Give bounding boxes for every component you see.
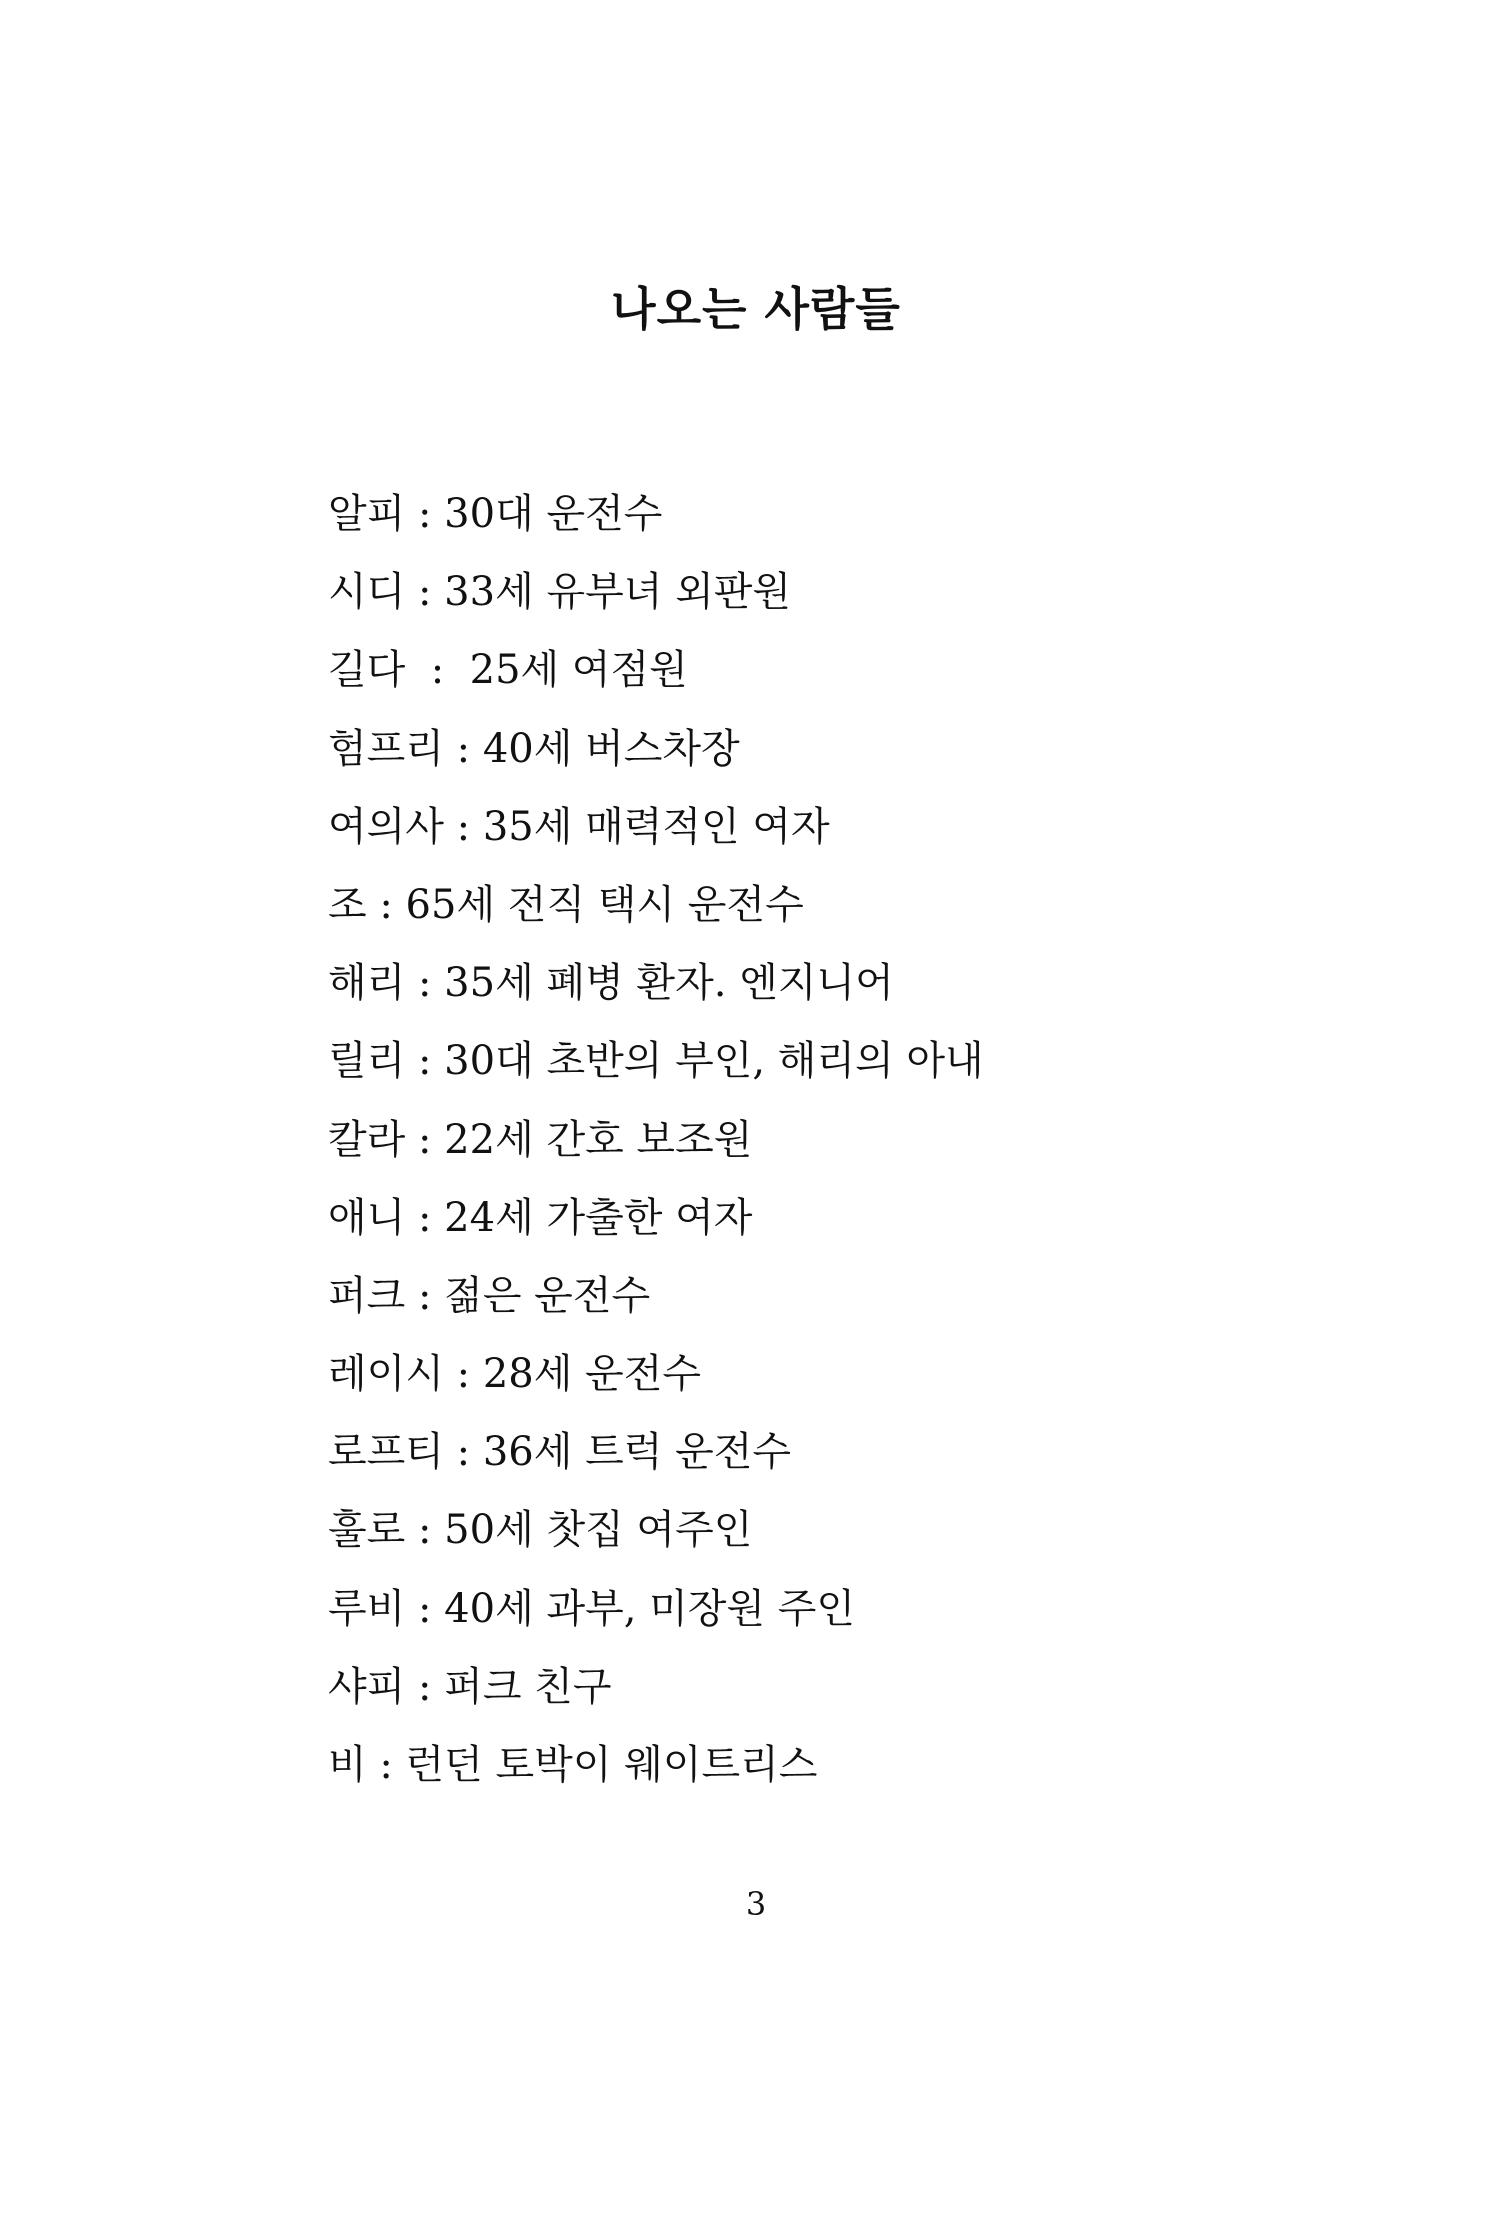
cast-item: 알피 : 30대 운전수 [328,491,663,537]
cast-item: 시디 : 33세 유부녀 외판원 [328,569,791,616]
cast-item: 여의사 : 35세 매력적인 여자 [328,803,830,850]
cast-item: 릴리 : 30대 초반의 부인, 해리의 아내 [328,1038,984,1085]
page-title: 나오는 사람들 [611,281,901,336]
cast-item: 길다 : 25세 여점원 [328,647,688,694]
cast-item: 해리 : 35세 폐병 환자. 엔지니어 [328,960,894,1007]
cast-item: 퍼크 : 젊은 운전수 [328,1272,651,1319]
cast-list [328,488,1328,1817]
cast-item: 비 : 런던 토박이 웨이트리스 [328,1742,818,1788]
cast-item: 루비 : 40세 과부, 미장원 주인 [328,1585,856,1632]
cast-item: 칼라 : 22세 간호 보조원 [328,1116,753,1163]
cast-item: 애니 : 24세 가출한 여자 [328,1194,753,1241]
cast-item: 조 : 65세 전직 택시 운전수 [328,881,804,928]
cast-item: 험프리 : 40세 버스차장 [328,725,740,772]
cast-item: 샤피 : 퍼크 친구 [328,1663,612,1710]
cast-item: 레이시 : 28세 운전수 [328,1351,701,1398]
cast-item: 로프티 : 36세 트럭 운전수 [328,1429,791,1476]
page-number: 3 [745,1885,767,1923]
cast-item: 훌로 : 50세 찻집 여주인 [328,1507,753,1554]
